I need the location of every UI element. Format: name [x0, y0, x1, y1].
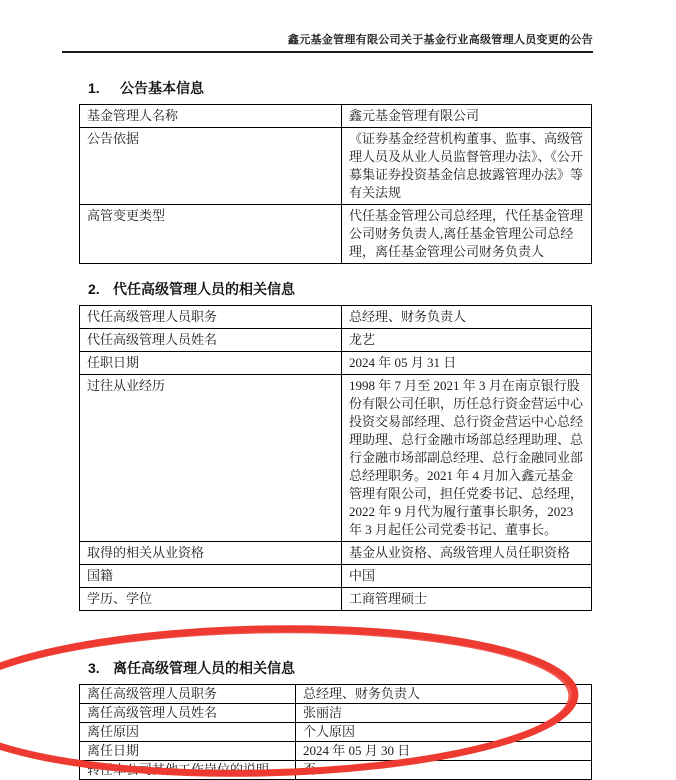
- table-row: [80, 761, 592, 780]
- section-3-title: 离任高级管理人员的相关信息: [113, 660, 295, 676]
- field-value: 《证券基金经营机构董事、监事、高级管理人员及从业人员监督管理办法》、《公开募集证券投资基金信息披露管理办法》等有关法规: [342, 128, 592, 205]
- field-value: 鑫元基金管理有限公司: [342, 105, 592, 128]
- field-value: 中国: [342, 565, 592, 588]
- field-value: 否: [296, 761, 592, 780]
- field-value: 代任基金管理公司总经理，代任基金管理公司财务负责人,离任基金管理公司总经理，离任基金管理公司财务负责人: [342, 205, 592, 264]
- field-label: 离任高级管理人员姓名: [80, 704, 296, 723]
- document-title: 鑫元基金管理有限公司关于基金行业高级管理人员变更的公告: [287, 34, 593, 46]
- table-row: [80, 565, 592, 588]
- field-value: 基金从业资格、高级管理人员任职资格: [342, 542, 592, 565]
- field-value: 龙艺: [342, 329, 592, 352]
- field-label: 代任高级管理人员职务: [80, 306, 342, 329]
- table-row: [80, 128, 592, 205]
- table-row: [80, 329, 592, 352]
- table-row: [80, 105, 592, 128]
- document-running-header: [62, 31, 593, 53]
- section-3-number: 3.: [88, 660, 100, 676]
- field-label: 取得的相关从业资格: [80, 542, 342, 565]
- field-label: 公告依据: [80, 128, 342, 205]
- basic-info-table: [79, 104, 592, 264]
- table-row: [80, 306, 592, 329]
- field-value: 总经理、财务负责人: [296, 685, 592, 704]
- document-page: [0, 31, 676, 777]
- field-label: 代任高级管理人员姓名: [80, 329, 342, 352]
- field-value: 总经理、财务负责人: [342, 306, 592, 329]
- field-label: 离任日期: [80, 742, 296, 761]
- field-label: 学历、学位: [80, 588, 342, 611]
- table-row: [80, 685, 592, 704]
- section-2-title: 代任高级管理人员的相关信息: [113, 281, 295, 297]
- section-2-heading: [88, 279, 676, 299]
- table-row: [80, 375, 592, 542]
- table-row: [80, 742, 592, 761]
- field-label: 离任原因: [80, 723, 296, 742]
- field-value: 个人原因: [296, 723, 592, 742]
- field-value: 1998 年 7 月至 2021 年 3 月在南京银行股份有限公司任职，历任总行资金营运中心投资交易部经理、总行资金营运中心总经理助理、总行金融市场部总经理助理、总行金融市场部副总经理、总行金融同业部总经理职务。2021 年 4 月加入鑫元基金管理有限公司，担任党委书记、总经理，2022 年 9 月代为履行董事长职务，2023 年 3 月起任公司党委书记、董事长。: [342, 375, 592, 542]
- section-1-title: 公告基本信息: [120, 80, 204, 96]
- field-label: 转任本公司其他工作岗位的说明: [80, 761, 296, 780]
- section-1-heading: [88, 78, 676, 98]
- section-1-number: 1.: [88, 80, 100, 96]
- field-value: 工商管理硕士: [342, 588, 592, 611]
- table-row: [80, 542, 592, 565]
- table-row: [80, 723, 592, 742]
- field-label: 过往从业经历: [80, 375, 342, 542]
- section-3-container: [0, 658, 676, 780]
- table-row: [80, 352, 592, 375]
- table-row: [80, 704, 592, 723]
- field-value: 张丽洁: [296, 704, 592, 723]
- table-row: [80, 588, 592, 611]
- section-2-number: 2.: [88, 281, 100, 297]
- field-label: 基金管理人名称: [80, 105, 342, 128]
- acting-manager-table: [79, 305, 592, 611]
- section-3-heading: [88, 658, 676, 678]
- field-label: 高管变更类型: [80, 205, 342, 264]
- departing-manager-table: [79, 684, 592, 780]
- field-label: 任职日期: [80, 352, 342, 375]
- field-value: 2024 年 05 月 30 日: [296, 742, 592, 761]
- field-label: 离任高级管理人员职务: [80, 685, 296, 704]
- field-label: 国籍: [80, 565, 342, 588]
- field-value: 2024 年 05 月 31 日: [342, 352, 592, 375]
- table-row: [80, 205, 592, 264]
